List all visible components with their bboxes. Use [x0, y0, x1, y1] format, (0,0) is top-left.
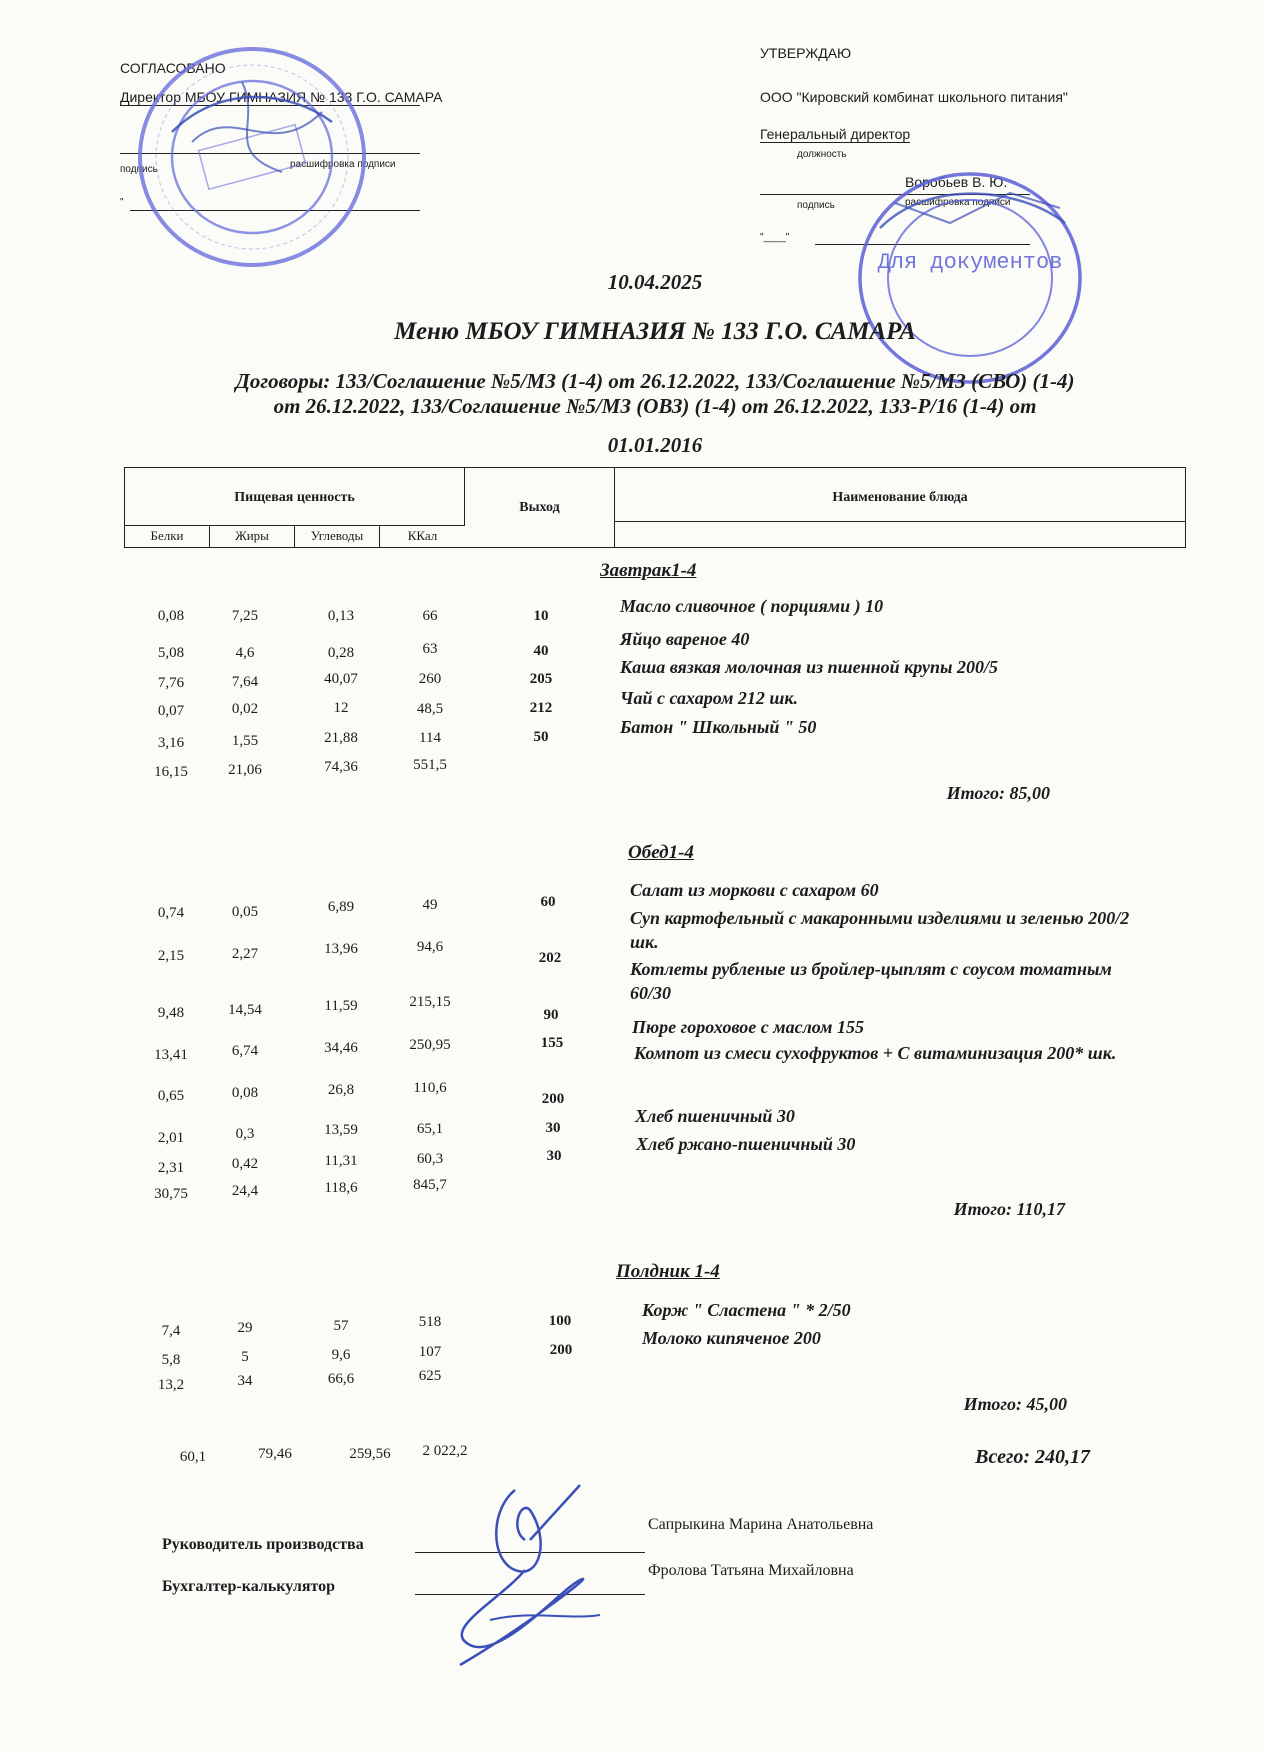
cell-dish-name: Хлеб пшеничный 30: [635, 1106, 795, 1126]
cell-carbs: 57: [333, 1318, 349, 1334]
signature-role-2: Бухгалтер-калькулятор: [162, 1578, 336, 1595]
cell-carbs: 12: [333, 700, 349, 716]
col-nutrition: Пищевая ценность: [125, 468, 465, 526]
cell-dish-name: Чай с сахаром 212 шк.: [620, 688, 799, 708]
cell-output: 155: [540, 1035, 564, 1051]
sum-fat: 34: [237, 1373, 253, 1389]
cell-fat: 2,27: [231, 946, 259, 962]
approval-right-position: Генеральный директор: [760, 126, 911, 142]
cell-output: 200: [541, 1091, 565, 1107]
approval-left-line: Директор МБОУ ГИМНАЗИЯ № 133 Г.О. САМАРА: [120, 89, 443, 105]
grand-kcal: 2 022,2: [422, 1443, 468, 1459]
menu-date: 10.04.2025: [607, 270, 703, 294]
sum-fat: 24,4: [231, 1183, 259, 1199]
cell-kcal: 107: [418, 1344, 442, 1360]
contracts-line-2: от 26.12.2022, 133/Соглашение №5/МЗ (ОВЗ) (1-4) от 26.12.2022, 133-Р/16 (1-4) от: [273, 394, 1037, 418]
cell-kcal: 60,3: [416, 1151, 444, 1167]
cell-kcal: 518: [418, 1314, 442, 1330]
cell-kcal: 250,95: [409, 1037, 451, 1053]
cell-protein: 0,65: [157, 1088, 185, 1104]
cell-kcal: 110,6: [413, 1080, 447, 1096]
sum-carbs: 74,36: [324, 759, 358, 775]
cell-protein: 0,74: [157, 905, 185, 921]
cell-output: 60: [540, 894, 556, 910]
cell-protein: 5,8: [161, 1352, 181, 1368]
section-total-snack: Итого: 45,00: [963, 1394, 1067, 1414]
cell-dish-name: Хлеб ржано-пшеничный 30: [636, 1134, 856, 1154]
cell-kcal: 65,1: [416, 1121, 444, 1137]
cell-carbs: 40,07: [324, 671, 358, 687]
section-total-lunch: Итого: 110,17: [953, 1199, 1065, 1219]
cell-fat: 0,08: [231, 1085, 259, 1101]
cell-output: 30: [546, 1148, 562, 1164]
cell-dish-name: Яйцо вареное 40: [620, 629, 750, 649]
sum-protein: 13,2: [157, 1377, 185, 1393]
cell-carbs: 13,59: [324, 1122, 358, 1138]
sum-protein: 16,15: [154, 764, 188, 780]
cell-protein: 2,31: [157, 1160, 185, 1176]
page-title: Меню МБОУ ГИМНАЗИЯ № 133 Г.О. САМАРА: [394, 318, 916, 345]
cell-dish-name: Батон " Школьный " 50: [620, 717, 817, 737]
section-title-snack: Полдник 1-4: [616, 1261, 720, 1282]
cell-output: 30: [545, 1120, 561, 1136]
cell-dish-name: Молоко кипяченое 200: [642, 1328, 821, 1348]
col-protein: Белки: [125, 526, 210, 547]
grand-carbs: 259,56: [349, 1446, 391, 1462]
round-stamp-left: [132, 42, 372, 272]
section-title-breakfast: Завтрак1-4: [600, 560, 697, 581]
cell-fat: 5: [241, 1349, 249, 1365]
approval-right-org: ООО "Кировский комбинат школьного питания": [760, 89, 1068, 105]
cell-fat: 0,02: [231, 701, 259, 717]
cell-carbs: 26,8: [327, 1082, 355, 1098]
cell-carbs: 0,13: [327, 608, 355, 624]
handwritten-signature: [430, 1470, 620, 1670]
cell-carbs: 21,88: [324, 730, 358, 746]
sum-carbs: 66,6: [327, 1371, 355, 1387]
approval-right-name: Воробьев В. Ю.: [905, 174, 1008, 190]
col-kcal: ККал: [407, 528, 438, 543]
cell-protein: 2,01: [157, 1130, 185, 1146]
cell-protein: 9,48: [157, 1005, 185, 1021]
cell-carbs: 9,6: [331, 1347, 351, 1363]
cell-kcal: 63: [422, 641, 438, 657]
approval-right-heading: УТВЕРЖДАЮ: [760, 45, 852, 61]
cell-kcal: 215,15: [409, 994, 451, 1010]
cell-protein: 5,08: [157, 645, 185, 661]
position-label: должность: [797, 149, 847, 160]
cell-fat: 7,25: [231, 608, 259, 624]
cell-fat: 14,54: [228, 1002, 262, 1018]
cell-protein: 7,4: [161, 1323, 181, 1339]
sum-kcal: 625: [418, 1368, 442, 1384]
cell-kcal: 114: [419, 730, 441, 746]
contracts-line-1: Договоры: 133/Соглашение №5/МЗ (1-4) от 26.12.2022, 133/Соглашение №5/МЗ (СВО) (1-4): [235, 369, 1075, 393]
grand-protein: 60,1: [179, 1449, 207, 1465]
signature-name-2: Фролова Татьяна Михайловна: [648, 1562, 854, 1579]
cell-carbs: 0,28: [327, 645, 355, 661]
cell-kcal: 66: [422, 608, 438, 624]
cell-output: 90: [543, 1007, 559, 1023]
cell-kcal: 260: [418, 671, 442, 687]
sum-fat: 21,06: [228, 762, 262, 778]
approval-left-heading: СОГЛАСОВАНО: [120, 60, 226, 76]
col-dish-name: Наименование блюда: [615, 468, 1185, 522]
cell-dish-name: Пюре гороховое с маслом 155: [632, 1017, 864, 1037]
col-carbs: Углеводы: [295, 526, 380, 547]
cell-fat: 6,74: [231, 1043, 259, 1059]
cell-output: 205: [529, 671, 553, 687]
cell-protein: 0,08: [157, 608, 185, 624]
cell-protein: 13,41: [154, 1047, 188, 1063]
cell-carbs: 6,89: [327, 899, 355, 915]
col-fat: Жиры: [210, 526, 295, 547]
cell-dish-name: Компот из смеси сухофруктов + С витаминизация 200* шк.: [634, 1043, 1117, 1063]
section-title-lunch: Обед1-4: [628, 842, 694, 863]
stamp-right-text: Для документов: [877, 250, 1063, 275]
cell-output: 212: [529, 700, 553, 716]
cell-protein: 3,16: [157, 735, 185, 751]
cell-dish-name: Корж " Сластена " * 2/50: [642, 1300, 851, 1320]
cell-fat: 0,3: [235, 1126, 255, 1142]
cell-output: 100: [548, 1313, 572, 1329]
cell-carbs: 11,31: [324, 1153, 358, 1169]
signature-name-1: Сапрыкина Марина Анатольевна: [648, 1516, 874, 1533]
cell-protein: 2,15: [157, 948, 185, 964]
grand-total: Всего: 240,17: [975, 1446, 1090, 1468]
cell-fat: 4,6: [235, 645, 255, 661]
cell-dish-name: Котлеты рубленые из бройлер-цыплят с соусом томатным 60/30: [630, 959, 1112, 1003]
cell-output: 10: [533, 608, 549, 624]
cell-dish-name: Масло сливочное ( порциями ) 10: [620, 596, 884, 616]
sum-kcal: 551,5: [413, 757, 447, 773]
cell-kcal: 94,6: [416, 939, 444, 955]
cell-protein: 0,07: [157, 703, 185, 719]
cell-fat: 7,64: [231, 674, 259, 690]
cell-fat: 1,55: [231, 733, 259, 749]
section-total-breakfast: Итого: 85,00: [946, 783, 1050, 803]
cell-protein: 7,76: [157, 675, 185, 691]
decode-label-right: расшифровка подписи: [905, 197, 1011, 208]
cell-carbs: 11,59: [324, 998, 358, 1014]
sum-kcal: 845,7: [413, 1177, 447, 1193]
cell-output: 200: [549, 1342, 573, 1358]
cell-kcal: 49: [422, 897, 438, 913]
cell-output: 202: [538, 950, 562, 966]
cell-output: 50: [533, 729, 549, 745]
grand-fat: 79,46: [258, 1446, 292, 1462]
date-line-right: "____": [760, 232, 790, 243]
cell-dish-name: Салат из моркови с сахаром 60: [630, 880, 879, 900]
sign-label-left: подпись: [120, 164, 158, 175]
date-line-left: ": [120, 197, 124, 208]
cell-fat: 0,42: [231, 1156, 259, 1172]
table-header: [124, 467, 1186, 548]
col-output: Выход: [465, 468, 615, 547]
cell-dish-name: Каша вязкая молочная из пшенной крупы 200/5: [620, 657, 999, 677]
cell-carbs: 34,46: [324, 1040, 358, 1056]
sum-protein: 30,75: [154, 1186, 188, 1202]
signature-role-1: Руководитель производства: [162, 1536, 364, 1553]
cell-fat: 29: [237, 1320, 253, 1336]
cell-fat: 0,05: [231, 904, 259, 920]
decode-label-left: расшифровка подписи: [290, 159, 396, 170]
sign-label-right: подпись: [797, 200, 835, 211]
cell-kcal: 48,5: [416, 701, 444, 717]
cell-carbs: 13,96: [324, 941, 358, 957]
contracts-line-3: 01.01.2016: [607, 433, 703, 457]
sum-carbs: 118,6: [324, 1180, 358, 1196]
cell-dish-name: Суп картофельный с макаронными изделиями и зеленью 200/2 шк.: [630, 908, 1130, 952]
cell-output: 40: [533, 643, 549, 659]
